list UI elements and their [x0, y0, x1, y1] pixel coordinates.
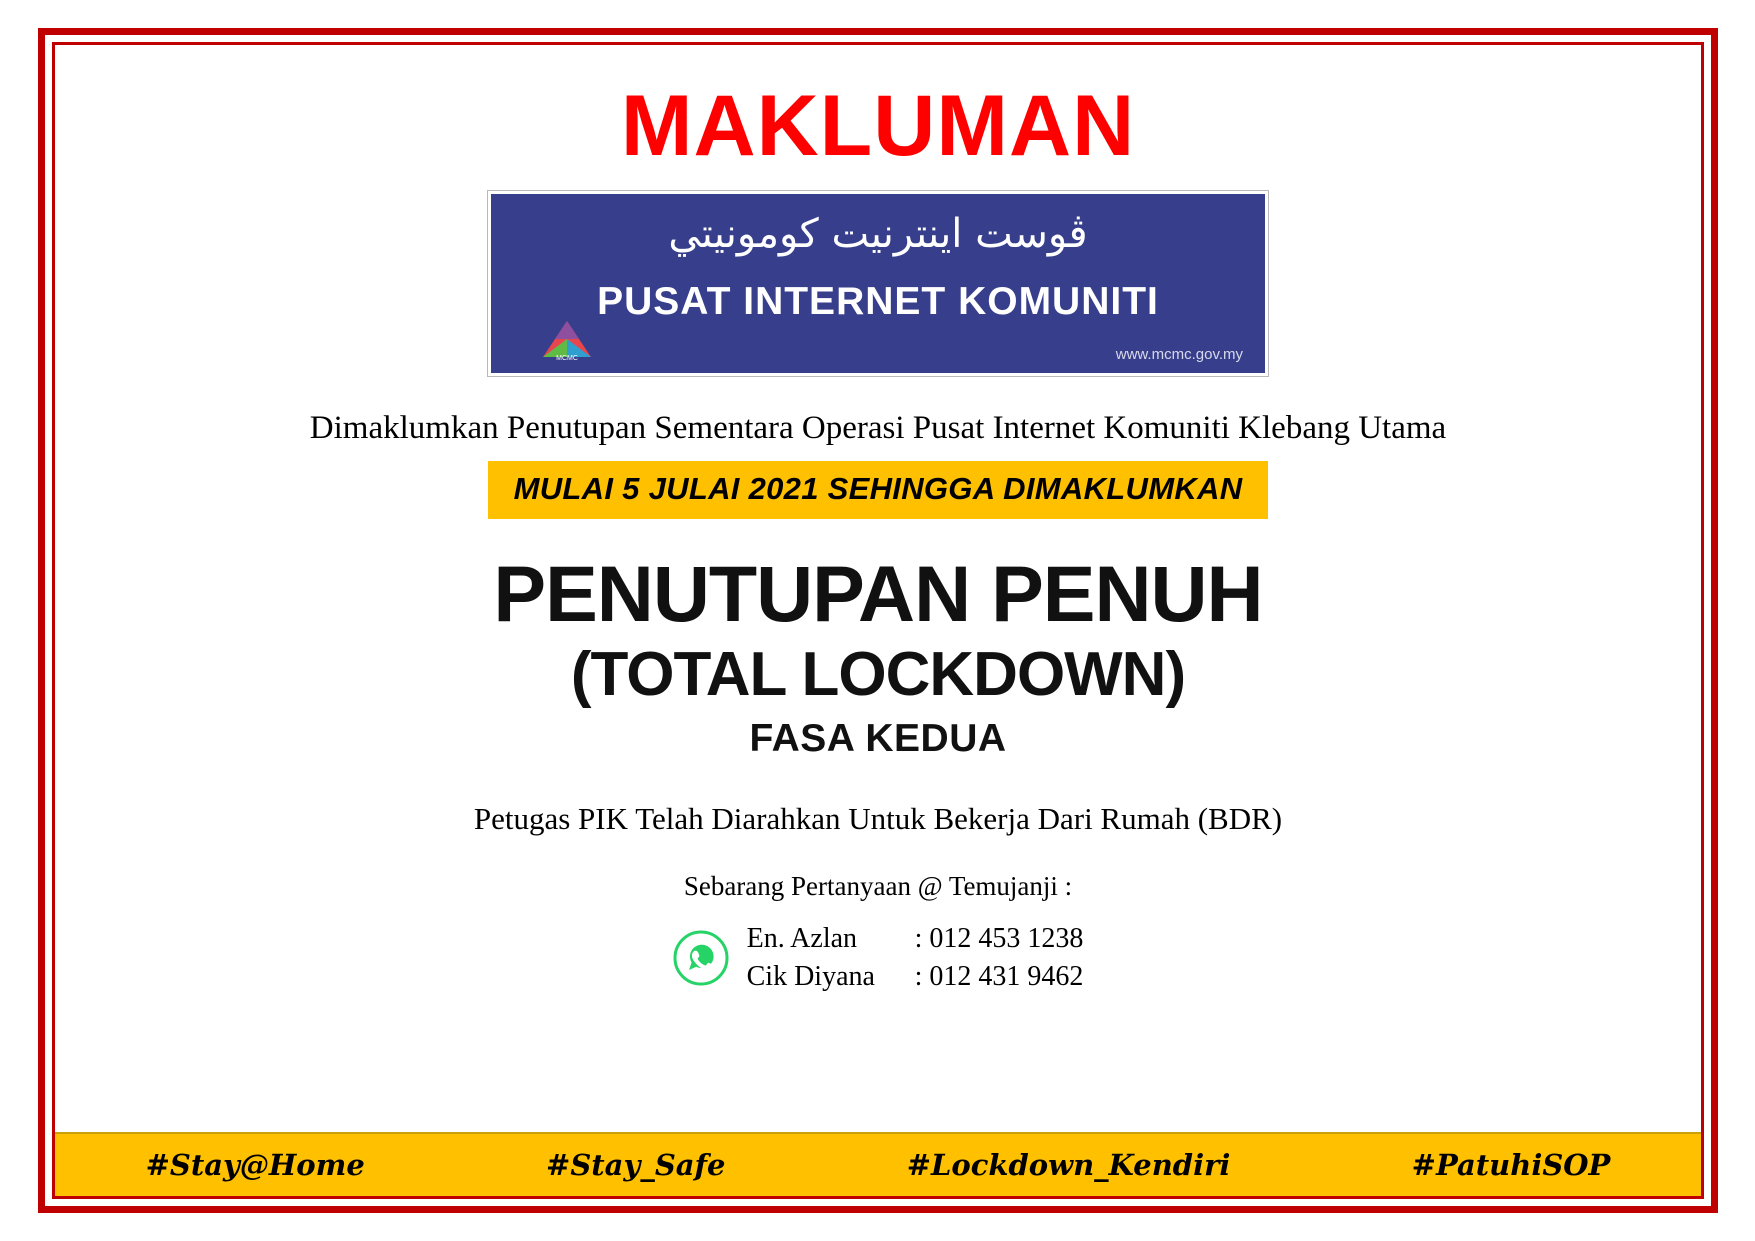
contact-row: [747, 920, 1084, 958]
hashtag-lockdown-kendiri: #Lockdown_Kendiri: [906, 1148, 1231, 1182]
pik-logo: [488, 191, 1268, 376]
contact-list: [747, 920, 1084, 996]
date-banner: MULAI 5 JULAI 2021 SEHINGGA DIMAKLUMKAN: [488, 461, 1269, 519]
mcmc-triangle-icon: [539, 317, 595, 361]
page-title: MAKLUMAN: [620, 78, 1136, 174]
logo-name-text: PUSAT INTERNET KOMUNITI: [597, 280, 1159, 323]
date-banner-wrap: [55, 461, 1701, 519]
hashtag-stay-home: #Stay@Home: [145, 1148, 365, 1182]
contact-block: [55, 920, 1701, 996]
hashtag-stay-safe: #Stay_Safe: [546, 1148, 726, 1182]
contact-row: [747, 958, 1084, 996]
whatsapp-icon: [673, 930, 729, 986]
headline-main: PENUTUPAN PENUH: [493, 549, 1263, 638]
contact-name: En. Azlan: [746, 923, 858, 955]
poster: [38, 28, 1718, 1213]
hashtag-footer: [55, 1132, 1701, 1196]
notice-line: Dimaklumkan Penutupan Sementara Operasi Pusat Internet Komuniti Klebang Utama: [309, 410, 1447, 446]
logo-url-text: www.mcmc.gov.my: [1115, 346, 1243, 363]
poster-inner-frame: [52, 42, 1704, 1199]
headline-sub: (TOTAL LOCKDOWN): [570, 639, 1186, 709]
enquiry-label: Sebarang Pertanyaan @ Temujanji :: [683, 871, 1073, 902]
contact-number: : 012 453 1238: [914, 923, 1084, 955]
hashtag-patuhi-sop: #PatuhiSOP: [1411, 1148, 1611, 1182]
svg-text:MCMC: MCMC: [556, 355, 578, 361]
logo-jawi-text: ڤوست اينترنيت كومونيتي: [668, 211, 1088, 257]
contact-number: : 012 431 9462: [914, 960, 1084, 992]
headline-phase: FASA KEDUA: [749, 717, 1007, 761]
contact-name: Cik Diyana: [746, 960, 875, 992]
staff-note: Petugas PIK Telah Diarahkan Untuk Bekerja Dari Rumah (BDR): [473, 801, 1283, 837]
